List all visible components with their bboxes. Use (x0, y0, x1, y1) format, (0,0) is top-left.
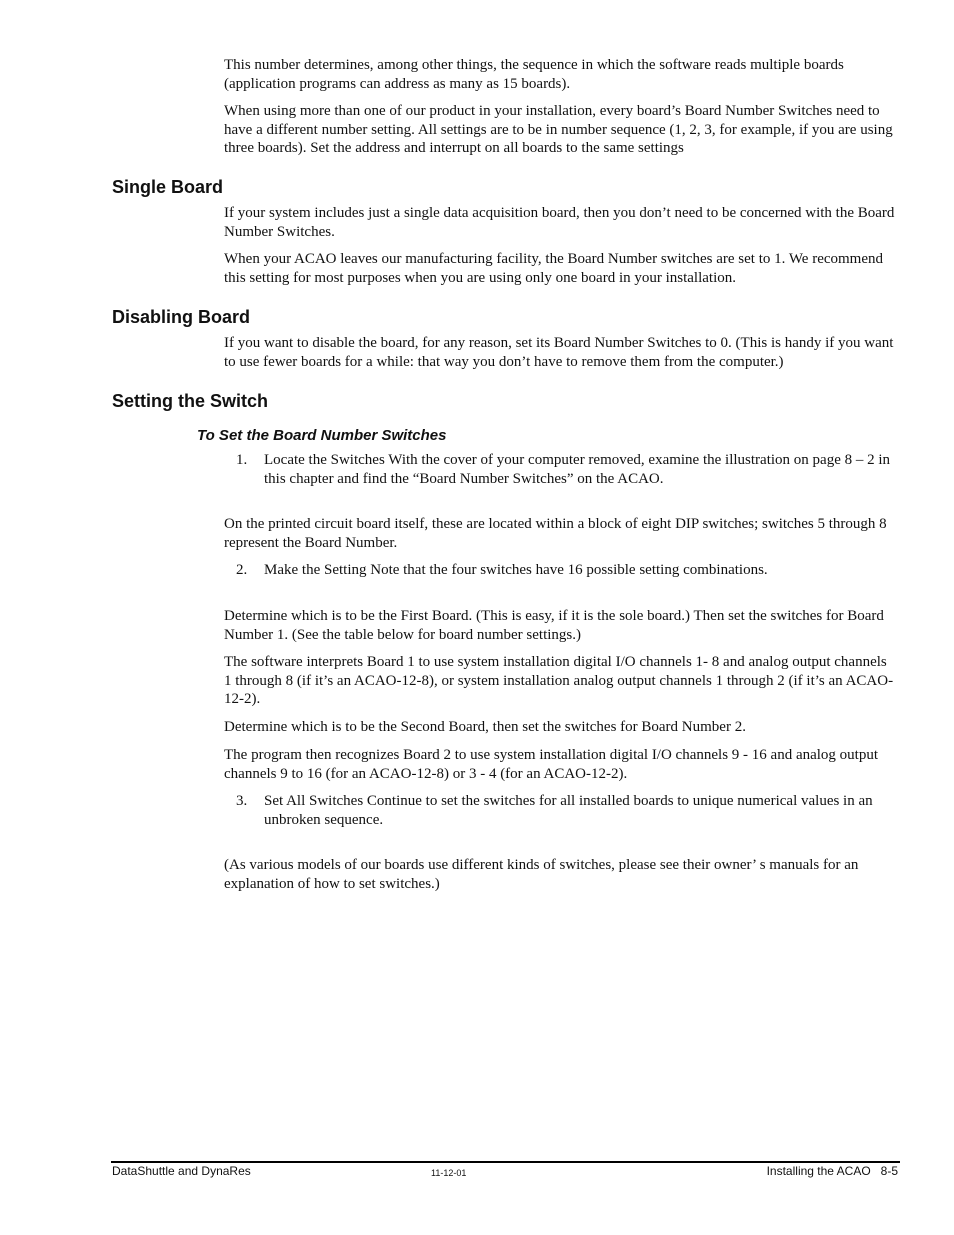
step-text: Locate the Switches With the cover of your computer removed, examine the illustration on page 8 – 2 in this chapter and find the “Board Number Switches” on the ACAO. (264, 452, 891, 487)
step-text: Make the Setting Note that the four switches have 16 possible setting combinations. (264, 562, 768, 578)
step-text: Set All Switches Continue to set the switches for all installed boards to unique numerical values in an unbroken sequence. (264, 793, 873, 828)
procedure-step-1 (236, 451, 898, 488)
step-number: 1. (236, 452, 248, 468)
step-note-paragraph: The program then recognizes Board 2 to use system installation digital I/O channels 9 - 16 and analog output channels 9 to 16 (for an ACAO-12-8) or 3 - 4 (for an ACAO-12-2). (224, 747, 879, 782)
step-note-paragraph: Determine which is to be the Second Board, then set the switches for Board Number 2. (224, 719, 746, 735)
intro-paragraph: This number determines, among other things, the sequence in which the software reads multiple boards (application programs can address as many as 15 boards). (224, 57, 844, 92)
footer-page-label: Installing the ACAO 8-5 (766, 1164, 898, 1178)
footer-left-title: DataShuttle and DynaRes (112, 1164, 251, 1178)
section-heading-setting-switch: Setting the Switch (112, 391, 269, 411)
procedure-title: To Set the Board Number Switches (197, 427, 447, 444)
footer-date: 11-12-01 (431, 1168, 467, 1178)
disabling-board-paragraph: If you want to disable the board, for any reason, set its Board Number Switches to 0. (This is handy if you want to use fewer boards for a while: that way you don’t have to remove them from the computer.) (224, 335, 894, 370)
step-note-paragraph: Determine which is to be the First Board. (This is easy, if it is the sole board.) Then set the switches for Board Number 1. (See the table below for board number settings.) (224, 608, 884, 643)
closing-paragraph: (As various models of our boards use different kinds of switches, please see their owner’ s manuals for an explanation of how to set switches.) (224, 857, 859, 892)
section-heading-disabling-board: Disabling Board (112, 307, 251, 327)
procedure-step-2 (236, 561, 898, 580)
single-board-paragraph: When your ACAO leaves our manufacturing facility, the Board Number switches are set to 1. We recommend this setting for most purposes when you are using only one board in your installation. (224, 251, 884, 286)
step-number: 3. (236, 793, 248, 809)
footer-rule (111, 1161, 900, 1163)
section-heading-single-board: Single Board (112, 177, 224, 197)
step-number: 2. (236, 562, 248, 578)
step-note-paragraph: The software interprets Board 1 to use system installation digital I/O channels 1- 8 and analog output channels 1 through 8 (if it’s an ACAO-12-8), or system installation analog output channels 1 through 2 (if it’s an ACAO-12-2). (224, 654, 894, 708)
procedure-step-3 (236, 792, 898, 829)
single-board-paragraph: If your system includes just a single data acquisition board, then you don’t need to be concerned with the Board Number Switches. (224, 205, 895, 240)
step-note-paragraph: On the printed circuit board itself, these are located within a block of eight DIP switches; switches 5 through 8 represent the Board Number. (224, 516, 887, 551)
intro-paragraph: When using more than one of our product in your installation, every board’s Board Number Switches need to have a different number setting. All settings are to be in number sequence (1, 2, 3, for example, if you are using three boards). Set the address and interrupt on all boards to the same settings (224, 103, 893, 157)
